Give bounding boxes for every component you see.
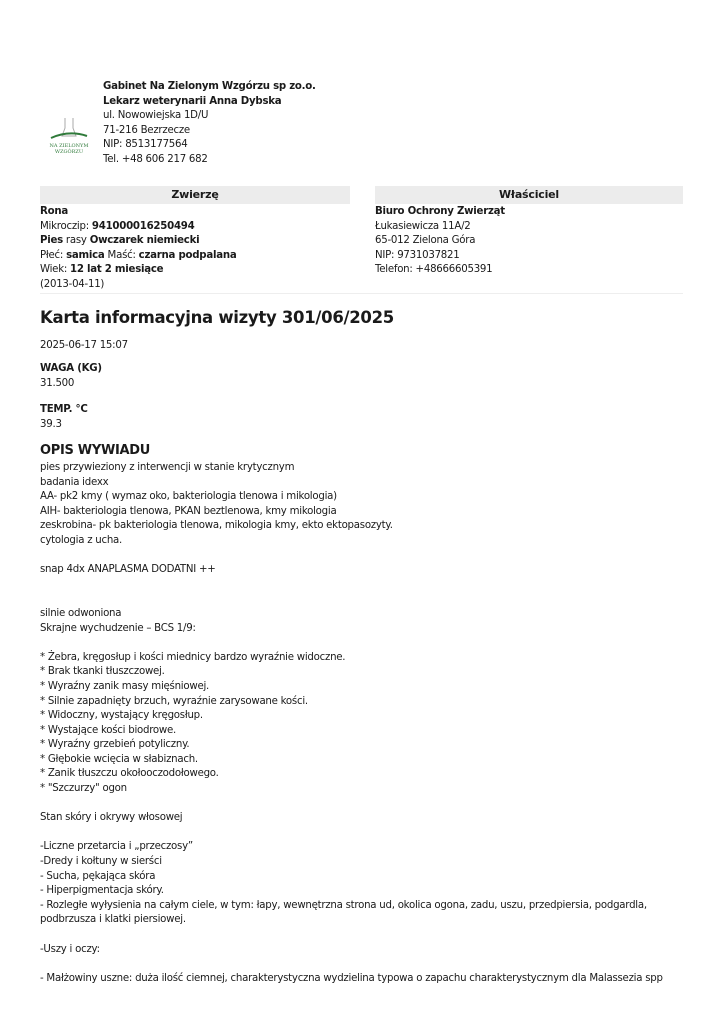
clinic-city: 71-216 Bezrzecze <box>103 124 190 136</box>
history-line: badania idexx <box>40 476 109 488</box>
color-value: czarna podpalana <box>138 249 237 261</box>
visit-date: 2025-06-17 15:07 <box>40 340 128 351</box>
clinic-logo <box>45 114 93 158</box>
animal-sex-row <box>40 249 350 264</box>
weight-value: 31.500 <box>40 377 75 389</box>
history-line: * Wystające kości biodrowe. <box>40 724 177 736</box>
logo-text: NA ZIELONYM <box>49 143 89 149</box>
animal-header: Zwierzę <box>40 186 350 204</box>
history-line: - Hiperpigmentacja skóry. <box>40 885 164 897</box>
owner-name: Biuro Ochrony Zwierząt <box>375 206 505 217</box>
page-title: Karta informacyjna wizyty 301/06/2025 <box>40 308 394 327</box>
breed-value: Owczarek niemiecki <box>89 235 200 247</box>
animal-age-row <box>40 263 350 278</box>
history-line <box>40 592 690 607</box>
animal-section <box>40 186 350 293</box>
history-line: * Zanik tłuszczu okołooczodołowego. <box>40 768 219 780</box>
clinic-doctor: Lekarz weterynarii Anna Dybska <box>103 95 282 107</box>
owner-city: 65-012 Zielona Góra <box>375 235 476 247</box>
owner-header: Właściciel <box>375 186 683 204</box>
age-value: 12 lat 2 miesiące <box>70 264 164 276</box>
temp-block <box>40 403 88 432</box>
history-line: - Rozległe wyłysienia na całym ciele, w tym: łapy, wewnętrzna strona ud, okolica ogona, zadu, uszu, przedpiersia, podgardla, podbrzusza i klatki piersiowej. <box>40 899 647 926</box>
clinic-name: Gabinet Na Zielonym Wzgórzu sp zo.o. <box>103 81 316 92</box>
logo-text: WZGÓRZU <box>54 149 84 155</box>
animal-species-row <box>40 234 350 249</box>
chip-label: Mikroczip: <box>40 220 92 232</box>
owner-phone: Telefon: +48666605391 <box>375 264 493 276</box>
history-line: Skrajne wychudzenie – BCS 1/9: <box>40 622 196 634</box>
history-line: AIH- bakteriologia tlenowa, PKAN beztlenowa, kmy mikologia <box>40 505 337 517</box>
clinic-street: ul. Nowowiejska 1D/U <box>103 110 209 122</box>
history-line: - Małżowiny uszne: duża ilość ciemnej, charakterystyczna wydzielina typowa o zapachu charakterystycznym dla Malassezia spp <box>40 972 663 984</box>
temp-value: 39.3 <box>40 418 62 430</box>
history-line <box>40 636 690 651</box>
animal-name: Rona <box>40 206 68 217</box>
history-line: * Wyraźny zanik masy mięśniowej. <box>40 680 210 692</box>
history-line: * Wyraźny grzebień potyliczny. <box>40 739 190 751</box>
history-line: * Brak tkanki tłuszczowej. <box>40 666 165 678</box>
chip-value: 941000016250494 <box>91 220 195 232</box>
divider <box>40 293 683 294</box>
owner-nip: NIP: 9731037821 <box>375 249 460 261</box>
history-line: - Sucha, pękająca skóra <box>40 870 156 882</box>
history-line: pies przywieziony z interwencji w stanie krytycznym <box>40 462 295 473</box>
history-line: silnie odwoniona <box>40 607 122 619</box>
animal-birth: (2013-04-11) <box>40 278 105 290</box>
history-line: -Dredy i kołtuny w sierści <box>40 856 162 868</box>
temp-label: TEMP. °C <box>40 404 88 415</box>
history-line <box>40 957 690 972</box>
animal-chip-row <box>40 220 350 235</box>
history-line: * Widoczny, wystający kręgosłup. <box>40 710 203 722</box>
clinic-info <box>103 80 316 168</box>
history-line: -Uszy i oczy: <box>40 943 100 955</box>
sex-value: samica <box>66 249 105 261</box>
owner-street: Łukasiewicza 11A/2 <box>375 220 471 232</box>
weight-label: WAGA (KG) <box>40 363 102 374</box>
history-line: zeskrobina- pk bakteriologia tlenowa, mikologia kmy, ekto ektopasozyty. <box>40 520 393 532</box>
history-body <box>40 461 690 986</box>
weight-block <box>40 362 102 391</box>
history-line: * Żebra, kręgosłup i kości miednicy bardzo wyraźnie widoczne. <box>40 651 346 663</box>
history-line <box>40 578 690 593</box>
history-line: * Silnie zapadnięty brzuch, wyraźnie zarysowane kości. <box>40 695 308 707</box>
history-line: cytologia z ucha. <box>40 534 123 546</box>
owner-section <box>375 186 683 278</box>
history-line: * Głębokie wcięcia w słabiznach. <box>40 753 198 765</box>
breed-label: rasy <box>62 235 90 247</box>
history-line: Stan skóry i okrywy włosowej <box>40 812 183 824</box>
history-line: AA- pk2 kmy ( wymaz oko, bakteriologia tlenowa i mikologia) <box>40 491 337 503</box>
history-line: snap 4dx ANAPLASMA DODATNI ++ <box>40 564 216 576</box>
color-label: Maść: <box>104 249 139 261</box>
clinic-nip: NIP: 8513177564 <box>103 139 188 151</box>
history-line: * "Szczurzy" ogon <box>40 783 127 795</box>
history-line <box>40 928 690 943</box>
history-line <box>40 797 690 812</box>
clinic-phone: Tel. +48 606 217 682 <box>103 153 208 165</box>
species-value: Pies <box>40 235 63 247</box>
history-line: -Liczne przetarcia i „przeczosy” <box>40 841 193 853</box>
history-title: OPIS WYWIADU <box>40 443 151 458</box>
history-line <box>40 549 690 564</box>
sex-label: Płeć: <box>40 249 67 261</box>
history-line <box>40 826 690 841</box>
age-label: Wiek: <box>40 264 71 276</box>
